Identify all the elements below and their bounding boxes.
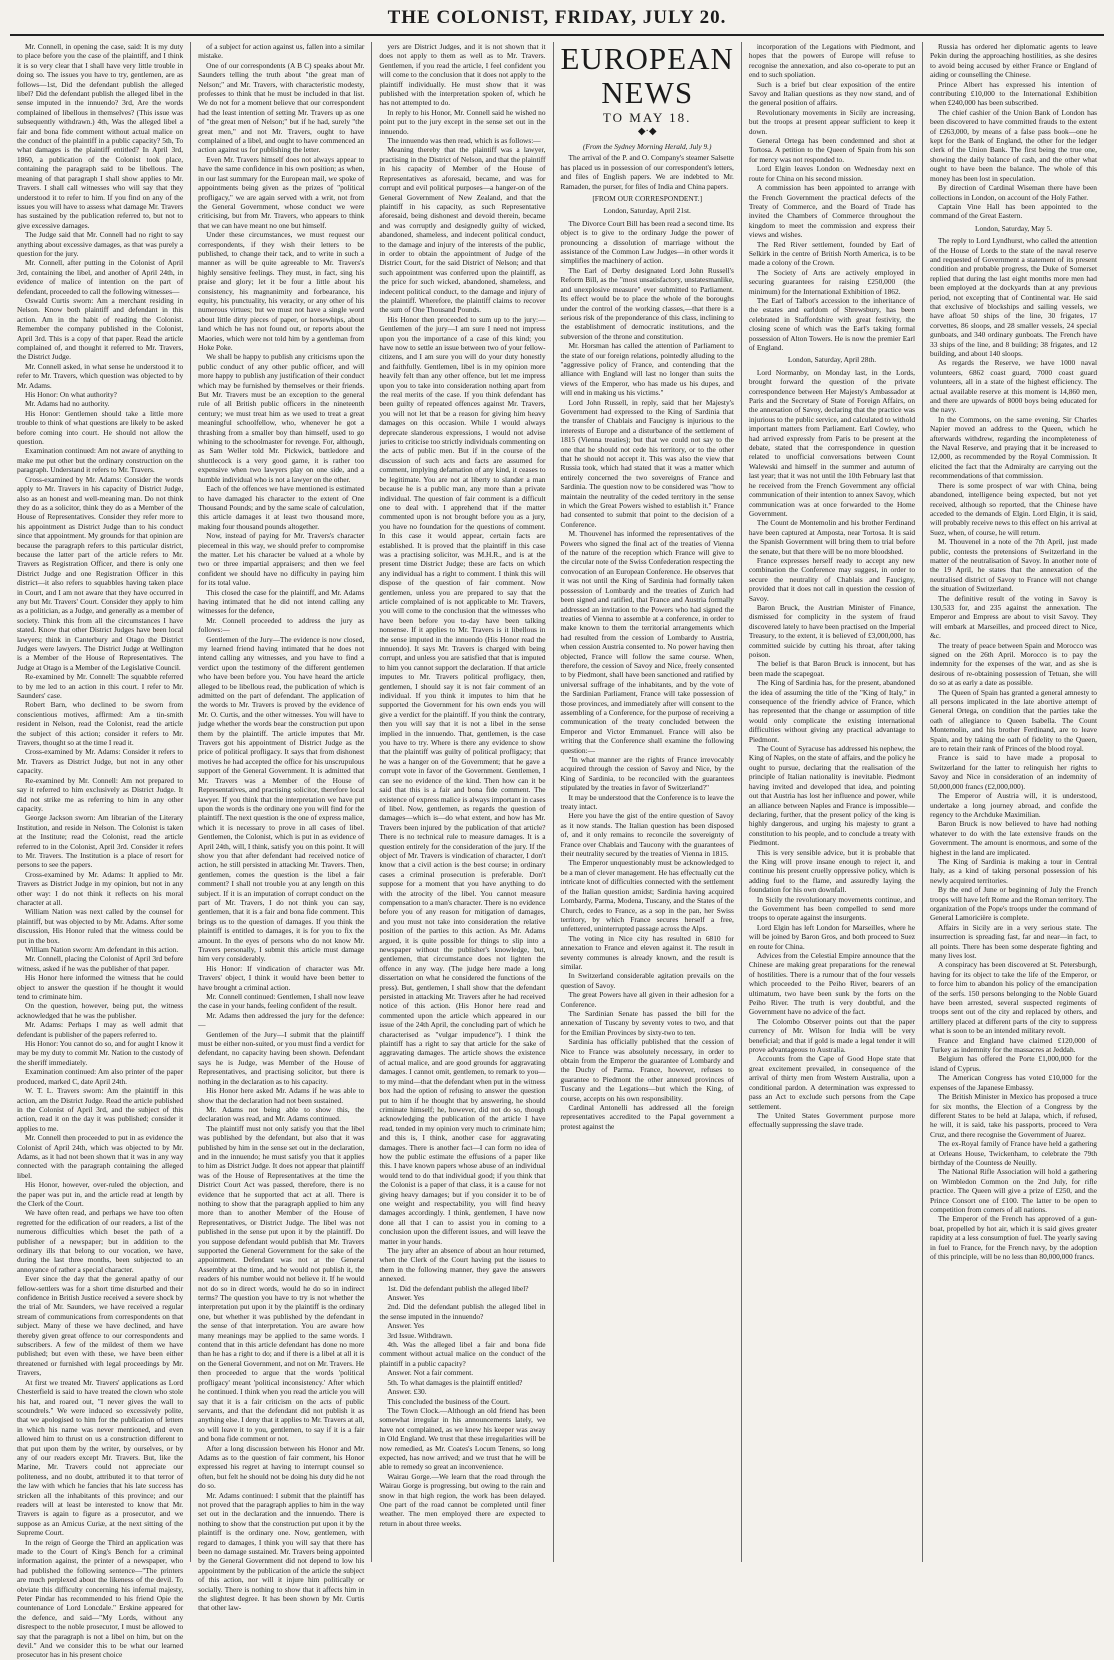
paragraph: This concluded the business of the Court.	[387, 1396, 510, 1406]
paragraph: London, Saturday, May 5.	[974, 223, 1053, 233]
paragraph: Lord John Russell, in reply, said that her Majesty's Government had expressed to the King of Sardinia that the transfer of Chablais and Faucigny is injurious to the interests of Europe and a disturbance of the settlement of 1815 (Vienna treaties); but that we could not say to the one that he should not cede his territory, or to the other that he should not accept it. This was also the view that Russia took, which had stated that it was a matter which entirely concerned the two sovereigns of France and Sardinia. The question now to be considered was "how to maintain the neutrality of the ceded territory in the sense in which the Great Powers wished to establish it." France had consented to submit that point to the decision of a Conference.	[560, 397, 734, 529]
paragraph: Sardinia has officially published that the cession of Nice to France was absolutely necessary, in order to obtain from the Emperor the guarantee of Lombardy and the Duchy of Parma. France, however, refuses to guarantee to Piedmont the other annexed provinces of Tuscany and the Legations—but which the King, of course, accepts on his own responsibility.	[560, 1037, 734, 1103]
paragraph: The innuendo was then read, which is as follows:—	[387, 136, 541, 146]
paragraph: His Honor then proceeded to sum up to the jury:—Gentlemen of the jury—I am sure I need not impress upon you the importance of a case of this kind; you have now to settle an issue between two of your fellow-citizens, and I am sure you will do your duty honestly and faithfully. Gentlemen, libel is in my opinion more heavily felt than any other offence, but let me impress upon you to take into consideration nothing apart from the real merits of the case. If you think defendant has been guilty of repeated offences against Mr. Travers, you will not let that be a reason for giving him heavy damages on this occasion. While I would always deprecate slanderous expressions, I would not advise juries to criticise too strictly individuals commenting on the acts of public men. But if in the course of the discussion of such acts and facts are assumed for comment, implying defamation of any kind, it ceases to be legitimate. You are not at liberty to slander a man because he is a public man, any more than a private individual. The question of fair comment is a difficult one to deal with. I apprehend that if the matter commented upon is not brought before you as a jury, you have no foundation for the questions of comment. In this case it would appear, certain facts are established. It is proved that the plaintiff in this case was a practising solicitor, was M.H.R., and is at the present time District Judge; these are facts on which any individual has a right to comment. I think this will dispose of the question of fair comment. Now gentlemen, unless you are prepared to say that the article complained of is not applicable to Mr. Travers, you will come to the conclusion that the witnesses who have been before you to-day have been talking nonsense. If it applies to Mr. Travers is it libellous in the sense imputed in the innuendo (His Honor read the innuendo). It says Mr. Travers is charged with being corrupt, and unless you are satisfied that that is imputed to him you cannot support the declaration. If that article imputes to Mr. Travers political profligacy, then, gentlemen, I should say it is not fair comment of an individual. If you think it imputes to him that he supported the Government for his own ends you will give a verdict for the plaintiff. If you think the contrary, then you will say that it is not a libel in the sense implied in the innuendo. That, gentlemen, is the case you have to try. Where is there any evidence to show that the plaintiff was guilty of political profligacy; that he was a hanger on of the Government; that he gave a corrupt vote in favor of the Government. Gentlemen, I can see no evidence of the kind. Then how can it be said that this is a fair and bona fide comment. The existence of express malice is always important in cases of libel. Now, gentlemen, as regards the question of damages—which is—do what extent, and how has Mr. Travers been injured by the publication of that article? There is no technical rule to measure damages. It is a question entirely for the consideration of the jury. If the object of Mr. Travers is vindication of character, I don't know that a civil action is the best course; in ordinary cases a criminal prosecution is preferable. Don't suppose for a moment that you have anything to do with the atrocity of the libel. You cannot measure compensation to a man's character. There is no evidence before you of any reason for mitigation of damages, and you must not take into consideration the relative position of the parties to this action. As Mr. Adams argued, it is quite possible for things to slip into a newspaper without the publisher's knowledge, but, gentlemen, that circumstance does not lighten the offence in any way. (The judge here made a long dissertation on what he considered the functions of the press). But, gentlemen, I shall show that the defendant persisted in attacking Mr. Travers after he had received notice of this action. (His Honor here read and commented upon the article which appeared in our issue of the 24th April, the concluding part of which he characterised as "vulgar impudence"). I think the plaintiff has a right to say that article for the sake of aggravating damages. The article shows the existence of actual malice, and are good grounds for aggravating damages. I cannot omit, gentlemen, to remark to you—to my mind—that the defendant when put in the witness box had the option of refusing to answer the question put to him if he thought that by answering, he should criminate himself; he, however, did not do so, though acknowledging the publication of the article I have read, tended in my opinion very much to criminate him; and this is, I think, another case for aggravating damages. There is another fact—I can form no idea of how the public estimate the effusions of a paper like this. I have known papers whose abuse of an individual would tend to do that individual good; if you think that the Colonist is a paper of that class, it is a cause for not giving heavy damages; but if you consider it to be of one weight and respectability, you will find heavy damages accordingly. I think, gentlemen, I have now done all that I can to assist you in coming to a conclusion upon the different issues, and will leave the matter in your hands.	[379, 314, 546, 1246]
paragraph: Gentlemen of the Jury—The evidence is now closed, my learned friend having intimated that he does not intend calling any witnesses, and you have to find a verdict upon the testimony of the different gentlemen who have been before you. You have heard the article alleged to be libellous read, the publication of which is admitted on the part of defendant. The application of the words to Mr. Travers is proved by the evidence of Mr. O. Curtis, and the other witnesses. You will have to judge whether the words bear the construction put upon them by the plaintiff. The article imputes that Mr. Travers got his appointment of District Judge as the price of political profligacy. It says that from dishonest motives he had accepted the office for his unscrupulous support of the General Government. It is admitted that Mr. Travers was a Member of the House of Representatives, and practising solicitor, therefore local lawyer. If you think that the interpretation we have put upon the words is the ordinary one you will find for the plaintiff. The next question is the one of express malice, which it is necessary to prove in all cases of libel. Gentlemen, the Colonist, which is put in as evidence of April 24th, will, I think, satisfy you on this point. It will show you that after defendant had received notice of action, he still persisted in attacking Mr. Travers. Then, gentlemen, comes the question is the libel a fair comment? I shall not trouble you at any length on this subject. If it is an imputation of corrupt conduct on the part of Mr. Travers, I do not think you can say, gentlemen, that it is a fair and bona fide comment. This brings us to the question of damages. If you think the plaintiff is entitled to damages, it is for you to fix the amount. In the eyes of persons who do not know Mr. Travers personally, I submit this article must damage him very considerably.	[198, 634, 365, 964]
paragraph: Here you have the gist of the entire question of Savoy as it now stands. The Italian question has been disposed of, and it only remains to reconcile the sovereignty of France over Chablais and Taucony with the guarantees of their neutrality secured by the treaties of Vienna in 1815.	[560, 811, 734, 859]
paragraph: Mr. Adams: Perhaps I may as well admit that defendant is publisher of the papers referred to.	[17, 1020, 184, 1039]
paragraph: Advices from the Celestial Empire announce that the Chinese are making great preparations for the renewal of hostilities. There is a rumour that of the four vessels which proceeded to the Peiho River, bearers of an ultimatum, two have been sunk by the forts on the Peiho River. The truth is very doubtful, and the Government have no advice of the fact.	[748, 951, 916, 1017]
paragraph: 4th. Was the alleged libel a fair and bona fide comment without actual malice on the conduct of the plaintiff in a public capacity?	[379, 1340, 546, 1368]
paragraph: The definitive result of the voting in Savoy is 130,533 for, and 235 against the annexation. The Emperor and Empress are about to visit Savoy. They will embark at Marseilles, and proceed direct to Nice, &c.	[930, 593, 1098, 641]
column-3	[372, 42, 553, 1562]
paragraph: General Ortega has been condemned and shot at Tortosa. A petition to the Queen of Spain from his son for mercy was not responded to.	[748, 136, 916, 164]
paragraph: W. T. L. Travers sworn: Am the plaintiff in this action, am the District Judge. Read the article published in the Colonist of April 3rd, and the subject of this action, read it on the day it was published; consider it applies to me.	[17, 1086, 184, 1133]
paragraph: In Sicily the revolutionary movements continue, and the Government has been compelled to send more troops to operate against the insurgents.	[748, 894, 916, 923]
columns	[10, 41, 1104, 1660]
paragraph: The Divorce Court Bill has been read a second time. Its object is to give to the ordinary Judge the power of pronouncing a dissolution of marriage without the assistance of the Common Law Judges—in other words it simplifies the machinery of action.	[560, 218, 734, 266]
paragraph: The Society of Arts are actively employed in securing guarantees for raising £250,000 (the minimum) for the International Exhibition of 1862.	[748, 267, 916, 296]
paragraph: France expresses herself ready to accept any new combination the Conference may suggest, in order to secure the neutrality of Chablais and Faucigny, provided that it does not call in question the cession of Savoy.	[748, 555, 916, 603]
paragraph: 2nd. Did the defendant publish the alleged libel in the sense imputed in the innuendo?	[379, 1302, 546, 1321]
paragraph: The King of Sardinia is making a tour in Central Italy, as a kind of taking personal possession of his newly acquired territories.	[930, 856, 1098, 885]
paragraph: There is some prospect of war with China, being abandoned, intelligence being expected, but not yet received, although so reported, that the Chinese have acceded to the demands of Elgin. Lord Elgin, it is said, will probably receive news to this effect on his arrival at Suez, when, of course, he will return.	[930, 480, 1098, 537]
paragraph: The Emperor of Austria will, it is understood, undertake a long journey abroad, and confide the regency to the Archduke Maximilian.	[930, 791, 1098, 819]
paragraph: Now, instead of paying for Mr. Travers's character piecemeal in this way, we should prefer to compromise the matter. Let his character be valued at a whole by two or three impartial appraisers; and then we feel confident we should have no difficulty in paying him for its total value.	[198, 531, 365, 588]
paragraph: The National Rifle Association will hold a gathering on Wimbledon Common on the 2nd July, for rifle practice. The Queen will give a prize of £250, and the Prince Consort one of £100. The latter to be open to competition from comers of all nations.	[930, 1167, 1098, 1214]
paragraph: Mr. Connell asked, in what sense he understood it to refer to Mr. Travers, which question was objected to by Mr. Adams.	[17, 361, 184, 390]
paragraph: The plaintiff must not only satisfy you that the libel was published by the defendant, but also that it was published by him in the sense set out in the declaration, and in the innuendo; he must satisfy you that it applies to him as District Judge. It does not appear that plaintiff was of the House of Representatives at the time the District Court Act was passed, therefore, there is no evidence that he supported that act at all. There is nothing to show that the paragraph applied to him any more than to another Member of the House of Representatives, or District Judge. The libel was not published in the sense put upon it by the plaintiff. Do you suppose defendant would publish that Mr. Travers supported the General Government for the sake of the appointment. Defendant was not at the General Assembly at the time, and he would not publish it, the readers of his number would not believe it. If he would not do so in direct words, would he do so in indirect terms? The question you have to try is not whether the interpretation put upon it by the plaintiff is the ordinary one, but whether it was published by the defendant in the sense of that interpretation. You are aware how many meanings may be applied to the same words. I contend that in this article defendant has done no more than he has a right to do; and if there is a libel at all it is on the General Government, and not on Mr. Travers. He then proceeded to argue that the words 'political profligacy' meant 'political inconsistency.' After which he continued. I think when you read the article you will say that it is a fair criticism on the acts of public servants, and that the defendant did not publish it as anything else. I deny that it applies to Mr. Travers at all, so will leave it to you, gentlemen, to say if it is a fair and bona fide comment or not.	[198, 1123, 365, 1444]
column-1	[10, 42, 191, 1660]
paragraph: yers are District Judges, and it is not shown that it does not apply to them as well as to Mr. Travers. Gentlemen, if you read the article, I feel confident you will come to the conclusion that it does not apply to the plaintiff individually. He must show that it was published with the interpretation spoken of, which he has not attempted to do.	[379, 42, 546, 108]
paragraph: His Honor: On what authority?	[25, 390, 117, 400]
paragraph: We have often read, and perhaps we have too often regretted for the edification of our readers, a list of the numerous difficulties which beset the path of a publisher of a newspaper; but in addition to the ordinary ills that belong to our vocation, we have, during the last three months, been subjected to an annoyance of rather a special character.	[17, 1208, 184, 1274]
paragraph: Russia has ordered her diplomatic agents to leave Pekin during the approaching hostilities, as she desires to avoid being accused by either France or England of aiding or counselling the Chinese.	[930, 42, 1098, 80]
paragraph: His Honor: Gentlemen should take a little more trouble to think of what questions are likely to be asked before coming into court. He should not allow the question.	[17, 408, 184, 447]
paragraph: Ever since the day that the general apathy of our fellow-settlers was for a short time disturbed and their confidence in British Justice received a severe shock by the trial of Mr. Saunders, we have received a regular stream of communications from correspondents on that subject. Many of these we have declined, and have thereby given great offence to our correspondents and subscribers. A few of the mildest of them we have published; but even with these, we have been either threatened or furnished with legal proceedings by Mr. Travers,	[17, 1274, 184, 1378]
paragraph: As regards the Reserve, we have 1000 naval volunteers, 6862 coast guard, 7000 coast guard volunteers, all in a state of the highest efficiency. The actual available reserve at this moment is 14,860 men, and there are upwards of 8000 boys being educated for the navy.	[930, 358, 1098, 415]
paragraph: Under these circumstances, we must request our correspondents, if they wish their letters to be published, to change their tack, and to write in such a manner as will be quite agreeable to Mr. Travers's highly sensitive feelings. They must, in fact, sing his praise and glory; let it be four a little about his consistency, his magnanimity and forbearance, his equity, his punctuality, his veracity, or any other of his numerous virtues; but we must not have a single word about little dirty pieces of paper, or horsewhips, about land which he has not found out, or reports about the Maories, which were not told him by a gentleman from Hoke Poke.	[198, 230, 365, 352]
paragraph: France and England have claimed £120,000 of Turkey as indemnity for the massacres at Jeddah.	[930, 1035, 1098, 1055]
paragraph: Mr. Horsman has called the attention of Parliament to the state of our foreign relations, pointedly alluding to the "aggressive policy of France, and contending that the alliance with England will last no longer than suits the views of the Emperor, who has made us his dupes, and will end in making us his victims."	[560, 341, 734, 398]
column-6	[923, 42, 1104, 1562]
paragraph: The belief is that Baron Bruck is innocent, but has been made the scapegoat.	[748, 659, 916, 678]
banner-ornament: ◆·◆	[637, 126, 657, 137]
paragraph: By direction of Cardinal Wiseman there have been collections in London, on account of the Holy Father.	[930, 183, 1098, 202]
paragraph: Belgium has offered the Porte £1,000,000 for the island of Cyprus.	[930, 1054, 1098, 1073]
paragraph: One of our correspondents (A B C) speaks about Mr. Saunders telling the truth about "the great man of Nelson;" and Mr. Travers, with characteristic modesty, professes to think that he must be included in that list. We do not for a moment believe that our correspondent had the least intention of setting Mr. Travers up as one of "the great men of Nelson;" but if he had, surely "the great men," and not Mr. Travers, ought to have complained of a libel, and ought to have commenced an action against us for publishing the letter.	[198, 60, 365, 155]
paragraph: Even Mr. Travers himself does not always appear to have the same confidence in his own position; as when, in our last summary for the European mail, we spoke of appointments being given as the prizes of "political profligacy," we are again served with a writ, not from the General Government, whose conduct we were criticising, but from Mr. Travers, who appears to think that we can have meant no one but himself.	[198, 154, 365, 230]
paragraph: In the Commons, on the same evening, Sir Charles Napier moved an address to the Queen, which he afterwards withdrew, regarding the incompleteness of the Naval Reserve, and praying that it be increased to 12,000, as recommended by the Royal Commission. It elicited the fact that the Admiralty are carrying out the recommendations of that commission.	[930, 414, 1098, 481]
paragraph: George Jackson sworn: Am librarian of the Literary Institution, and reside in Nelson. The Colonist is taken at the Institute; read the Colonist, read the article referred to in the Colonist, April 3rd. Consider it refers to Mr. Travers. The Institution is a place of resort for persons to see the papers.	[17, 813, 184, 870]
paragraph: The jury after an absence of about an hour returned, when the Clerk of the Court having put the issues to them in the following manner, they gave the answers annexed.	[379, 1246, 546, 1284]
paragraph: Answer. Not a fair comment.	[387, 1368, 474, 1378]
banner-title: EUROPEAN NEWS	[560, 41, 734, 110]
paragraph: After a long discussion between his Honor and Mr. Adams as to the question of fair comment, his Honor expressed his regret at having to interrupt counsel so often, but felt he should not be doing his duty did he not do so.	[198, 1443, 365, 1491]
paragraph: M. Thouvenel has informed the representatives of the Powers who signed the final act of the treaties of Vienna of the nature of the reception which France will give to the circular note of the Swiss Confederation respecting the convocation of an European Conference. He observes that it was not until the King of Sardinia had formally taken possession of Lombardy and the treaties of Zurich had been signed and ratified, that France and Austria formally addressed an invitation to the Powers who had signed the treaties of Vienna to assemble at a conference, in order to make known to them the territorial arrangements which had resulted from the cession of Lombardy to Austria, when cession Austria consented to. No power having then objected, France will follow the same course. When, therefore, the cession of Savoy and Nice, freely consented to by Piedmont, shall have been sanctioned and ratified by universal suffrage of the inhabitants, and by the vote of the Sardinian Parliament, France will take possession of those provinces, and immediately after will consent to the assembling of a Conference, for the purpose of receiving a communication of the treaty concluded between the Emperor and Victor Emmanuel. France will also be writing that the Conference shall examine the following question:—	[560, 529, 734, 755]
paragraph: Baron Bruck is now believed to have had nothing whatever to do with the late extensive frauds on the Government. The amount is enormous, and some of the highest in the land are implicated.	[930, 819, 1098, 857]
paragraph: Accounts from the Cape of Good Hope state that great excitement prevailed, in consequence of the arrival of thirty men from Western Australia, upon a conditional pardon. A determination was expressed to pass an Act to exclude such persons from the Cape settlement.	[748, 1054, 916, 1111]
masthead	[10, 6, 1104, 36]
paragraph: 3rd Issue. Withdrawn.	[387, 1330, 453, 1340]
paragraph: It may be understood that the Conference is to leave the treaty intact.	[560, 792, 734, 812]
paragraph: [FROM OUR CORRESPONDENT.]	[592, 194, 703, 204]
paragraph: His Honor here asked Mr. Adams if he was able to show that the declaration had not been sustained.	[198, 1086, 365, 1105]
paragraph: A conspiracy has been discovered at St. Petersburgh, having for its object to take the life of the Emperor, or to force him to abandon his policy of the emancipation of the serfs. 150 persons belonging to the Noble Guard have been arrested, several suspected regiments of troops sent out of the city and replaced by others, and artillery placed at different parts of the city to suppress what is soon to be an intended military revolt.	[930, 960, 1098, 1036]
paragraph: Cross-examined by Mr. Adams: Consider the words apply to Mr. Travers in his capacity of District Judge, also as an honest and well-meaning man. Do not think they do as a solicitor, think they do as a Member of the House of Representatives. Consider they refer more to his appointment as District Judge than to his conduct since that appointment. My grounds for that opinion are because the paragraph refers to this particular district, because the latter part of the article refers to Mr. Travers as Registration Officer, and there is only one District Judge and one Registration Officer in this district—it also refers to squabbles having taken place in Court, and I am not aware that they have occurred in any but Mr. Travers' Court. Consider they apply to him as a politician, as a Judge, and generally as a member of society. Think this from all the circumstances I have stated. Know that other District Judges have been local lawyers; think in Canterbury and Otago the District Judges were lawyers. The District Judge at Wellington is a Member of the House of Representatives. The Judge at Otago is a Member of the Legislative Council.	[17, 474, 184, 672]
paragraph: His Honor: If vindication of character was Mr. Travers' object, I think it would have been better to have brought a criminal action.	[198, 963, 365, 992]
paragraph: A commission has been appointed to arrange with the French Government the practical defects of the Treaty of Commerce, and the Board of Trade has invited the Chambers of Commerce throughout the kingdom to meet the commission and express their views and wishes.	[748, 183, 916, 240]
paragraph: The United States Government purpose more effectually suppressing the slave trade.	[748, 1110, 916, 1130]
paragraph: The Emperor of the French has approved of a gun-boat, propelled by hot air, which it is said gives greater rapidity at a less consumption of fuel. The yearly saving in fuel to France, for the French navy, by the adoption of this principle, will be no less than 80,000,000 francs.	[930, 1214, 1098, 1261]
paragraph: William Nation sworn: Am defendant in this action.	[25, 945, 179, 954]
paragraph: His Honor, however, over-ruled the objection, and the paper was put in, and the article read at length by the Clerk of the Court.	[17, 1180, 184, 1208]
paragraph: In Switzerland considerable agitation prevails on the question of Savoy.	[560, 971, 734, 990]
paragraph: Robert Barn, who declined to be sworn from conscientious motives, affirmed: Am a tin-smith resident in Nelson, read the Colonist, read the article the subject of this action; consider it refers to Mr. Travers, thought so at the time I read it.	[17, 700, 184, 748]
paragraph: M. Thouvenel in a note of the 7th April, just made public, contests the pretensions of Switzerland in the matter of the neutralisation of Savoy. In another note of the 19 April, he states that the annexation of the neutralised district of Savoy to France will not change the situation of Switzerland.	[930, 537, 1098, 594]
paragraph: Gentlemen of the Jury—I submit that the plaintiff must be either non-suited, or you must find a verdict for defendant, no capacity having been shown. Defendant says he is Judge, was Member of the House of Representatives, and practising solicitor, but there is nothing in the declaration as to his capacity.	[198, 1029, 365, 1086]
paragraph: Cross-examined by Mr. Adams: Consider it refers to Mr. Travers as District Judge, but not in any other capacity.	[17, 747, 184, 776]
paragraph: The Earl of Derby designated Lord John Russell's Reform Bill, as the "most unsatisfactory, unstatesmanlike, and unexplosive measure" ever submitted to Parliament. Its effect would be to place the whole of the boroughs under the control of the working classes,—that there is a serious risk of the preponderance of this class, inclining to the establishment of democratic institutions, and the subversion of the throne and constitution.	[560, 265, 734, 341]
paragraph: Each of the offences we have mentioned is estimated to have damaged his character to the extent of One Thousand Pounds; and by the same scale of calculation, this article damages it at least two thousand more, making four thousand pounds altogether.	[198, 484, 365, 531]
paragraph: The ex-Royal family of France have held a gathering at Orleans House, Twickenham, to celebrate the 79th birthday of the Countess de Neuilly.	[930, 1139, 1098, 1167]
paragraph: The Count of Syracuse has addressed his nephew, the King of Naples, on the state of affairs, and the policy he ought to pursue, declaring that the realisation of the principle of Italian nationality is inevitable. Piedmont having invited and developed that idea, and pointing out that Austria has lost her influence and power, while an alliance between Naples and France is impossible—declaring, further, that the present policy of the king is highly dangerous, and urging his majesty to grant a constitution to his people, and to conclude a treaty with Piedmont.	[748, 744, 916, 848]
paragraph: The King of Sardinia has, for the present, abandoned the idea of assuming the title of the "King of Italy," in consequence of the friendly advice of France, which has represented that the change or assumption of title would only complicate the existing international difficulties without giving any practical advantage to Piedmont.	[748, 678, 916, 744]
column-4-body	[561, 153, 734, 1131]
paragraph: In the reign of George the Third an application was made to the Court of King's Bench for a criminal information against, the printer of a newspaper, who had published the following sentence—"The printers are much perplexed about the likeness of the devil. To obviate this difficulty concerning his infernal majesty, Peter Pindar has recommended to his friend Opie the countenance of Lord Loncdale." Erskine appeared for the defence, and said—"My Lords, without any disrespect to the noble prosecutor, I must be allowed to say that the paragraph is not a libel on him, but on the devil." And we consider this to be what our learned prosecutor has in his present choice	[17, 1537, 184, 1660]
column-2	[191, 42, 372, 1613]
paragraph: Mr. Connell proceeded to address the jury as follows:—	[198, 615, 365, 635]
paragraph: Lord Normanby, on Monday last, in the Lords, brought forward the question of the private correspondence between Her Majesty's Ambassador at Paris and the Secretary of State of Foreign Affairs, on the annexation of Savoy, declaring that the practice was injurious to the public service, and calculated to withold important matters from Parliament. Earl Cowley, who had arrived expressly from Paris to be present at the debate, stated that the correspondence in question related to unofficial conversations between Count Walewski and himself in the summer and autumn of last year; that it was not until the 10th February last that he received from the French Government any official communication of their intention to annex Savoy, which communication was at once forwarded to the Home Government.	[748, 367, 916, 518]
paragraph: The Queen of Spain has granted a general amnesty to all persons implicated in the late abortive attempt of General Ortega, on condition that the parties take the oath of allegiance to Queen Isabella. The Count Montemolin, and his brother Ferdinand, are to leave Spain, and by taking the oath of fidelity to the Queen, are to retain their rank of Princes of the blood royal.	[930, 687, 1098, 754]
paragraph: The Emperor unquestionably must be acknowledged to be a man of clever management. He has effectually cut the intricate knot of difficulties connected with the settlement of the Italian question amidst; Sardinia having acquired Lombardy, Parma, Modena, Tuscany, and the States of the Church, cedes to France, as a sop in the pan, her Swiss territory, by which France secures herself a free, unfettered, uninterrupted passage across the Alps.	[560, 858, 734, 934]
paragraph: Mr. Connell, after putting in the Colonist of April 3rd, containing the libel, and another of April 24th, in evidence of malice of intention on the part of defendant, proceeded to call the following witnesses—	[17, 258, 184, 296]
paragraph: Mr. Connell then proceeded to put in as evidence the Colonist of April 24th, which was objected to by Mr. Adams, as it had not been shown that it was in any way connected with the paragraph containing the alleged libel.	[17, 1133, 184, 1180]
paragraph: Wairau Gorge.—We learn that the road through the Wairau Gorge is progressing, but owing to the rain and snow in that high region, the work has been delayed. One part of the road cannot be completed until finer weather. The men employed there are expected to return in about three weeks.	[379, 1471, 546, 1528]
paragraph: The arrival of the P. and O. Company's steamer Salsette has placed us in possession of our correspondent's letters, and files of English papers. We are indebted to Mr. Ramaden, the purser, for files of India and China papers.	[560, 153, 734, 191]
paragraph: Lord Elgin has left London for Marseilles, where he will be joined by Baron Gros, and both proceed to Suez en route for China.	[748, 922, 916, 951]
european-news-banner	[561, 42, 734, 138]
banner-subtitle: TO MAY 18.	[602, 110, 692, 125]
paragraph: Examination continued: Am not aware of anything to make me put other but the ordinary construction on the paragraph. Understand it refers to Mr. Travers.	[17, 446, 184, 475]
paragraph: London, Saturday, April 28th.	[787, 355, 877, 365]
paragraph: London, Saturday, April 21st.	[603, 206, 691, 216]
paragraph: The reply to Lord Lyndhurst, who called the attention of the House of Lords to the state of the naval reserve and requested of Government a statement of its present condition and probable progress, the Duke of Somerset replied that during the last eight months more men had been employed at the dockyards than at any previous period, not excepting that of Continental war. He said that exclusive of blockships and sailing vessels, we have afloat 50 ships of the line, 30 frigates, 17 corvettes, 86 sloops, and 28 smaller vessels, 24 special gunboats, and 340 ordinary gunboats. The French have 33 ships of the line, and 8 building; 38 frigates, and 12 building, and about 140 sloops.	[930, 236, 1098, 358]
paragraph: The Earl of Talbot's accession to the inheritance of the estates and earldom of Shrewsbury, has been celebrated in Staffordshire with great festivity, the closing scene of which was the Earl's taking formal possession of Alton Towers. He is now the premier Earl of England.	[748, 295, 916, 352]
paragraph: The great Powers have all given in their adhesion for a Conference.	[560, 990, 734, 1009]
paragraph: By the end of June or beginning of July the French troops will have left Rome and the Roman territory. The organization of the Pope's troops under the command of General Lamoricière is complete.	[930, 885, 1098, 923]
paragraph: This is very sensible advice, but it is probable that the King will prove insane enough to reject it, and continue his present cruelly oppressive policy, which is adding fuel to the flame, and assuredly laying the foundation for his own downfall.	[748, 847, 916, 895]
paragraph: Mr. Adams had no authority.	[25, 399, 110, 409]
paragraph: The Judge said that Mr. Connell had no right to say anything about excessive damages, as that was purely a question for the jury.	[17, 230, 184, 258]
banner-source: (From the Sydney Morning Herald, July 9.)	[582, 142, 712, 151]
paragraph: Lord Elgin leaves London on Wednesday next en route for China on his second mission.	[748, 164, 916, 183]
paragraph: Affairs in Sicily are in a very serious state. The insurrection is spreading fast, far and near—in fact, to all points. There has been some desperate fighting and many lives lost.	[930, 922, 1098, 960]
paragraph: At first we treated Mr. Travers' applications as Lord Chesterfield is said to have treated the clown who stole his hat, and roared out, "I never gives the wall to scoundrels." We were induced so excessively polite, that we apologised to him for the publication of letters in which his name was never mentioned, and even allowed him to thrust on us a construction different to that put upon them by the writer, by ourselves, or by any of our readers except Mr. Travers. But, like the Marine, Mr. Travers could not appreciate our politeness, and no doubt, attributed it to that terror of the law with which he fancies that his late success has stricken all the inhabitants of this province; and our readers will at least be interested to know that Mr. Travers is again to figure as a prosecutor, and we suppose as an Amicus Curiæ, at the next sitting of the Supreme Court.	[17, 1377, 184, 1538]
paragraph: Meaning thereby that the plaintiff was a lawyer, practising in the District of Nelson, and that the plaintiff in his capacity of Member of the House of Representatives as aforesaid, became, and was for corrupt and evil political purposes—a hanger-on of the General Government of New Zealand, and that the plaintiff in his capacity, as such Representative aforesaid, being dishonest and devoid therein, became and was corruptly and designedly guilty of wicked, abandoned, shameless, and indecent political conduct, to the damage and injury of the interests of the public, in order to obtain the appointment of Judge of the District Court, for the said District of Nelson; and that such appointment was conferred upon the plaintiff, as the price for such wicked, abandoned, shameless, and indecent political conduct, to the damage and injury of the plaintiff. Wherefore, the plaintiff claims to recover the sum of One Thousand Pounds.	[379, 145, 546, 315]
paragraph: 1st. Did the defendant publish the alleged libel?	[387, 1283, 529, 1293]
paragraph: Re-examined by Mr. Connell: Am not prepared to say it referred to him exclusively as District Judge. It did not strike me as referring to him in any other capacity.	[17, 775, 184, 813]
paragraph: William Nation was next called by the counsel for plaintiff, but was objected to by Mr. Adams. After some discussion, His Honor ruled that the witness could be put in the box.	[17, 907, 184, 945]
paragraph: France is said to have made a proposal to Switzerland for the latter to relinquish her rights to Savoy and Nice in consideration of an indemnity of 50,000,000 francs (£2,000,000).	[930, 753, 1098, 791]
paragraph: The Red River settlement, founded by Earl of Selkirk in the centre of British North America, is to be made a colony of the Crown.	[748, 239, 916, 268]
paragraph: 5th. To what damages is the plaintiff entitled?	[387, 1377, 523, 1387]
paragraph: Revolutionary movements in Sicily are increasing, but the troops at present appear sufficient to keep it down.	[748, 107, 916, 136]
paragraph: Re-examined by Mr. Connell: The squabble referred to by me led to an action in this court. I refer to Mr. Saunders' case.	[17, 672, 184, 701]
paragraph: incorporation of the Legations with Piedmont, and hopes that the powers of Europe will refuse to recognise the annexation, and also co-operate to put an end to such spoliation.	[748, 42, 916, 80]
paragraph: "In what manner are the rights of France irrevocably acquired through the cession of Savoy and Nice, by the King of Sardinia, to be reconciled with the guarantees stipulated by the treaties in favor of Switzerland?"	[560, 755, 734, 793]
paragraph: In reply to his Honor, Mr. Connell said he wished no point put to the jury except in the sense set out in the innuendo.	[379, 107, 546, 136]
paragraph: Mr. Adams continued: I submit that the plaintiff has not proved that the paragraph applies to him in the way set out in the declaration and the innuendo. There is nothing to show that the construction put upon it by the plaintiff is the ordinary one. Now, gentlemen, with regard to damages, I think you will say that there has been no damage sustained. Mr. Travers being appointed by the General Government did not depend to low his appointment by the publication of the article the subject of this action, nor will it injure him politically or socially. There is nothing to show that it affects him in the slightest degree. It has been shown by Mr. Curtis that other law-	[198, 1490, 365, 1613]
paragraph: Cross-examined by Mr. Adams: It applied to Mr. Travers as District Judge in my opinion, but not in any other way: I do not think it reflects on his moral character at all.	[17, 869, 184, 907]
paragraph: Oswald Curtis sworn: Am a merchant residing in Nelson. Know both plaintiff and defendant in this action. Am in the habit of reading the Colonist. Remember the company published in the Colonist, April 3rd. This is a copy of that paper. Read the article complained of, and thought it referred to Mr. Travers, the District Judge.	[17, 295, 184, 362]
paragraph: The American Congress has voted £10,000 for the expenses of the Japanese Embassy.	[930, 1073, 1098, 1092]
paragraph: The voting in Nice city has resulted in 6810 for annexation to France and eleven against it. The result in seventy communes is already known, and the result is similar.	[560, 933, 734, 971]
paragraph: On the question, however, being put, the witness acknowledged that he was the publisher.	[17, 1001, 184, 1020]
paragraph: Answer. Yes	[387, 1293, 425, 1303]
paragraph: His Honor: You cannot do so, and for aught I know it may be my duty to commit Mr. Nation to the custody of the sheriff immediately.	[17, 1039, 184, 1067]
paragraph: The British Minister in Mexico has proposed a truce for six months, the Election of a Congress by the different States to be held at Jalapa, which, if refused, he will, it is said, take his passports, proceed to Vera Cruz, and there recognise the Government of Juarez.	[930, 1092, 1098, 1139]
paragraph: Such is a brief but clear exposition of the entire Savoy and Italian questions as they now stand, and of the general position of affairs.	[748, 79, 916, 108]
paragraph: Mr. Adams not being able to show this, the declaration was read, and Mr. Adams continued.	[198, 1104, 365, 1124]
paragraph: Examination continued: Am also printer of the paper produced, marked C, date April 24th.	[17, 1067, 184, 1086]
paragraph: Mr. Connell continued: Gentlemen, I shall now leave the case in your hands, feeling confident of the result.	[198, 992, 365, 1011]
paragraph: The Colombo Observer points out that the paper currency of Mr. Wilson for India will be very beneficial; and that if gold is made a legal tender it will prove advantageous to Australia.	[748, 1016, 916, 1055]
paragraph: Answer. Yes	[387, 1321, 425, 1331]
paragraph: The chief cashier of the Union Bank of London has been discovered to have committed frauds to the extent of £263,000, by means of a false pass book—one he kept for the Bank of England, the other for the ledger clerk of the Union Bank. The first being the true one, showing the daily balance of cash, and the other what ought to have been the balance. The whole of this money has been lost in speculation.	[930, 107, 1098, 183]
paragraph: The Count de Montemolin and his brother Ferdinand have been captured at Amposta, near Tortosa. It is said the Spanish Government will bring them to trial before the senate, but that there will be no more bloodshed.	[748, 518, 916, 556]
column-4	[554, 42, 742, 1562]
column-5	[742, 42, 923, 1562]
paragraph: Baron Bruck, the Austrian Minister of Finance, dismissed for complicity in the system of fraud discovered lately to have been practised on the Imperial Treasury, to the extent, it is believed of £3,000,000, has committed suicide by cutting his throat, after taking poison.	[748, 602, 916, 659]
paragraph: Mr. Connell, in opening the case, said: It is my duty to place before you the case of the plaintiff, and I think it is so very clear that I shall have very little trouble in doing so. The issues you have to try, gentlemen, are as follows—1st, Did the defendant publish the alleged libel? Did the defendant publish the alleged libel in the sense imputed in the innuendo? 3rd, Are the words complained of libellous in themselves? (This issue was subsequently withdrawn.) 4th, Was the alleged libel a fair and bona fide comment without actual malice on the conduct of the plaintiff in a public capacity? 5th, To what damages is the plaintiff entitled? In April 3rd, 1860, a publication of the Colonist took place, containing the paragraph said to be libellous. The meaning of that paragraph I shall show applies to Mr. Travers. I shall call witnesses who will say that they understood it to refer to him. If you find on any of the issues you will have to assess what damage Mr. Travers has sustained by the publication referred to, but not to give excessive damages.	[17, 42, 184, 230]
paragraph: His Honor here informed the witness that he could object to answer the question if he thought it would tend to criminate him.	[17, 973, 184, 1002]
paragraph: of a subject for action against us, fallen into a similar mistake.	[198, 42, 365, 61]
paragraph: The treaty of peace between Spain and Morocco was signed on the 26th April. Morocco is to pay the indemnity for the expenses of the war, and as she is desirous of re-obtaining possession of Tetuan, she will do so at as early a date as possible.	[930, 640, 1098, 688]
paragraph: Prince Albert has expressed his intention of contributing £10,000 to the International Exhibition when £240,000 has been subscribed.	[930, 79, 1098, 108]
paragraph: This closed the case for the plaintiff, and Mr. Adams having intimated that he did not intend calling any witnesses for the defence,	[198, 587, 365, 616]
masthead-title: THE COLONIST, FRIDAY, JULY 20.	[387, 7, 727, 28]
paragraph: We shall be happy to publish any criticisms upon the public conduct of any other public officer, and will more happy to publish any justification of their conduct which may be furnished by themselves or their friends. But Mr. Travers must be an exception to the general rule of all British public officers in the nineteenth century; we must treat him as we used to treat a great meaningful schoolfellow, who, whenever he got a thrashing from a smaller boy than himself, used to go whining to the schoolmaster for revenge. For, although, as Sam Weller told Mr. Pickwick, battledore and shuttlecock is a very good game, it is rather too expensive when two lawyers play on one side, and a humble individual who is not a lawyer on the other.	[198, 352, 365, 484]
paragraph: The Town Clock.—Although an old friend has been somewhat irregular in his announcements lately, we have not complained, as we knew his keeper was away in Old England. We trust that these irregularities will be now remedied, as Mr. Coates's Locum Tenens, so long expected, has now arrived; and we trust that he will be able to remedy so great an inconvenience.	[379, 1405, 546, 1472]
paragraph: Answer. £30.	[387, 1387, 427, 1397]
paragraph: The Sardinian Senate has passed the bill for the annexation of Tuscany by seventy votes to two, and that for the Emilian Provinces by sixty-two to ten.	[560, 1008, 734, 1037]
paragraph: Mr. Connell, placing the Colonist of April 3rd before witness, asked if he was the publisher of that paper.	[17, 954, 184, 973]
paragraph: Cardinal Antonelli has addressed all the foreign representatives accredited to the Papal government a protest against the	[560, 1103, 734, 1131]
paragraph: Captain Vine Hall has been appointed to the command of the Great Eastern.	[930, 201, 1098, 221]
paragraph: Mr. Adams then addressed the jury for the defence:—	[198, 1010, 365, 1030]
